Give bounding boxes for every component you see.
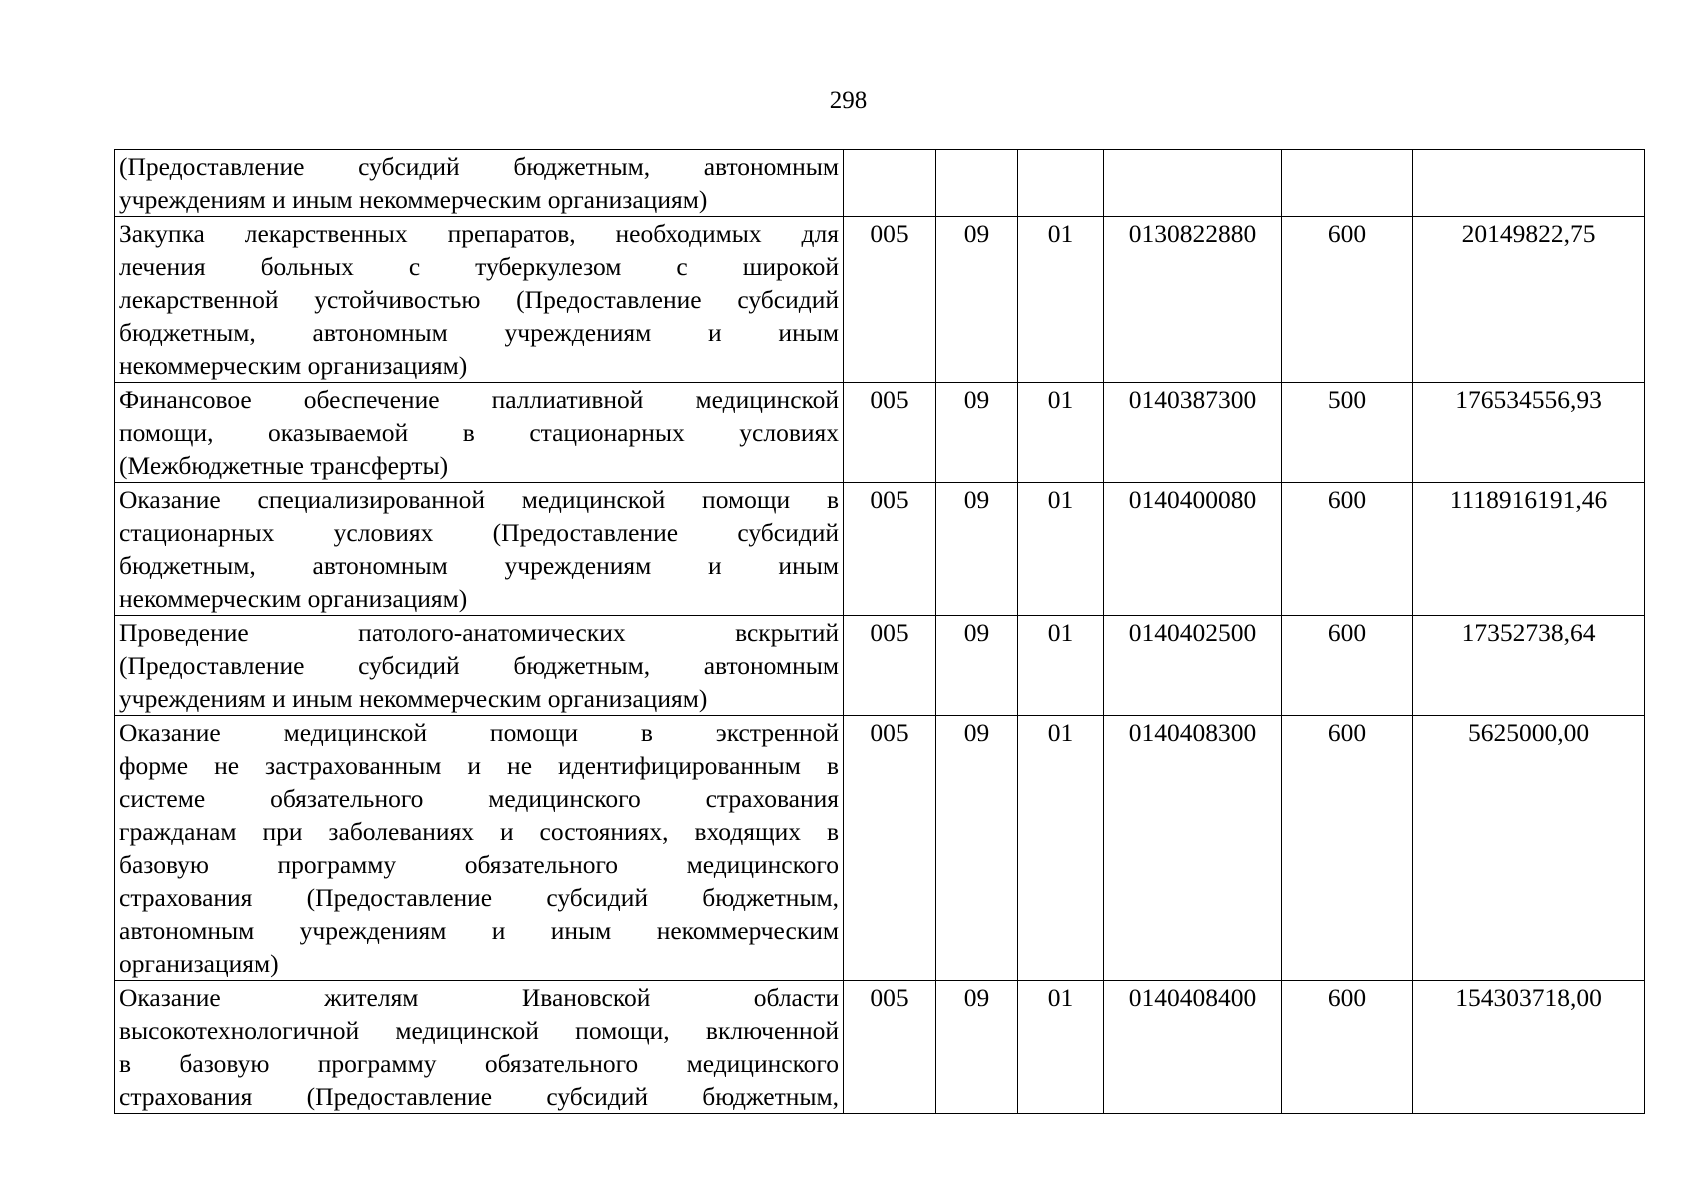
target-article-cell: 0140400080 (1104, 483, 1282, 616)
description-cell (115, 483, 844, 616)
description-line: (Предоставление субсидий бюджетным, автономным (119, 651, 839, 680)
table-row (115, 217, 1645, 383)
description-cell (115, 981, 844, 1114)
description-line: некоммерческим организациям) (119, 351, 468, 380)
target-article-cell: 0140408400 (1104, 981, 1282, 1114)
expense-type-cell: 600 (1282, 981, 1413, 1114)
description-line: страхования (Предоставление субсидий бюджетным, (119, 1082, 839, 1111)
subsection-code-cell: 01 (1018, 716, 1104, 981)
description-line: гражданам при заболеваниях и состояниях, входящих в (119, 817, 839, 846)
ministry-code-cell (844, 150, 936, 217)
section-code-cell: 09 (936, 981, 1018, 1114)
ministry-code-cell: 005 (844, 217, 936, 383)
page-number: 298 (829, 87, 868, 114)
description-line: страхования (Предоставление субсидий бюджетным, (119, 883, 839, 912)
description-line: Проведение патолого-анатомических вскрытий (119, 618, 839, 647)
description-line: Оказание специализированной медицинской помощи в (119, 485, 839, 514)
expense-type-cell: 600 (1282, 716, 1413, 981)
table-body (115, 150, 1645, 1114)
ministry-code-cell: 005 (844, 483, 936, 616)
description-line: лекарственной устойчивостью (Предоставление субсидий (119, 285, 839, 314)
subsection-code-cell: 01 (1018, 981, 1104, 1114)
description-line: форме не застрахованным и не идентифицированным в (119, 751, 839, 780)
expense-type-cell: 600 (1282, 616, 1413, 716)
description-line: Закупка лекарственных препаратов, необходимых для (119, 219, 839, 248)
table-row (115, 483, 1645, 616)
ministry-code-cell: 005 (844, 716, 936, 981)
description-line: стационарных условиях (Предоставление субсидий (119, 518, 839, 547)
target-article-cell (1104, 150, 1282, 217)
amount-cell (1413, 150, 1645, 217)
section-code-cell: 09 (936, 383, 1018, 483)
subsection-code-cell: 01 (1018, 383, 1104, 483)
subsection-code-cell: 01 (1018, 217, 1104, 383)
amount-cell: 1118916191,46 (1413, 483, 1645, 616)
description-cell (115, 150, 844, 217)
description-line: помощи, оказываемой в стационарных условиях (119, 418, 839, 447)
description-line: организациям) (119, 949, 279, 978)
table-row (115, 150, 1645, 217)
table-row (115, 981, 1645, 1114)
expense-type-cell: 500 (1282, 383, 1413, 483)
target-article-cell: 0140402500 (1104, 616, 1282, 716)
description-line: Оказание жителям Ивановской области (119, 983, 839, 1012)
table-row (115, 383, 1645, 483)
subsection-code-cell: 01 (1018, 616, 1104, 716)
description-line: системе обязательного медицинского страхования (119, 784, 839, 813)
description-line: бюджетным, автономным учреждениям и иным (119, 318, 839, 347)
amount-cell: 5625000,00 (1413, 716, 1645, 981)
amount-cell: 20149822,75 (1413, 217, 1645, 383)
description-cell (115, 716, 844, 981)
section-code-cell: 09 (936, 716, 1018, 981)
description-line: в базовую программу обязательного медицинского (119, 1049, 839, 1078)
description-cell (115, 616, 844, 716)
description-line: учреждениям и иным некоммерческим организациям) (119, 684, 708, 713)
target-article-cell: 0140387300 (1104, 383, 1282, 483)
expense-type-cell (1282, 150, 1413, 217)
table-row (115, 716, 1645, 981)
table-row (115, 616, 1645, 716)
description-line: высокотехнологичной медицинской помощи, включенной (119, 1016, 839, 1045)
amount-cell: 154303718,00 (1413, 981, 1645, 1114)
section-code-cell: 09 (936, 217, 1018, 383)
section-code-cell: 09 (936, 616, 1018, 716)
expense-type-cell: 600 (1282, 483, 1413, 616)
description-line: (Предоставление субсидий бюджетным, автономным (119, 152, 839, 181)
target-article-cell: 0140408300 (1104, 716, 1282, 981)
description-line: Оказание медицинской помощи в экстренной (119, 718, 839, 747)
subsection-code-cell: 01 (1018, 483, 1104, 616)
ministry-code-cell: 005 (844, 616, 936, 716)
section-code-cell: 09 (936, 483, 1018, 616)
description-line: базовую программу обязательного медицинского (119, 850, 839, 879)
section-code-cell (936, 150, 1018, 217)
description-line: некоммерческим организациям) (119, 584, 468, 613)
description-line: Финансовое обеспечение паллиативной медицинской (119, 385, 839, 414)
target-article-cell: 0130822880 (1104, 217, 1282, 383)
amount-cell: 176534556,93 (1413, 383, 1645, 483)
expense-type-cell: 600 (1282, 217, 1413, 383)
description-line: бюджетным, автономным учреждениям и иным (119, 551, 839, 580)
description-line: учреждениям и иным некоммерческим организациям) (119, 185, 708, 214)
budget-table (114, 149, 1645, 1114)
ministry-code-cell: 005 (844, 981, 936, 1114)
ministry-code-cell: 005 (844, 383, 936, 483)
description-line: лечения больных с туберкулезом с широкой (119, 252, 839, 281)
subsection-code-cell (1018, 150, 1104, 217)
amount-cell: 17352738,64 (1413, 616, 1645, 716)
description-line: автономным учреждениям и иным некоммерческим (119, 916, 839, 945)
description-cell (115, 383, 844, 483)
description-line: (Межбюджетные трансферты) (119, 451, 449, 480)
description-cell (115, 217, 844, 383)
